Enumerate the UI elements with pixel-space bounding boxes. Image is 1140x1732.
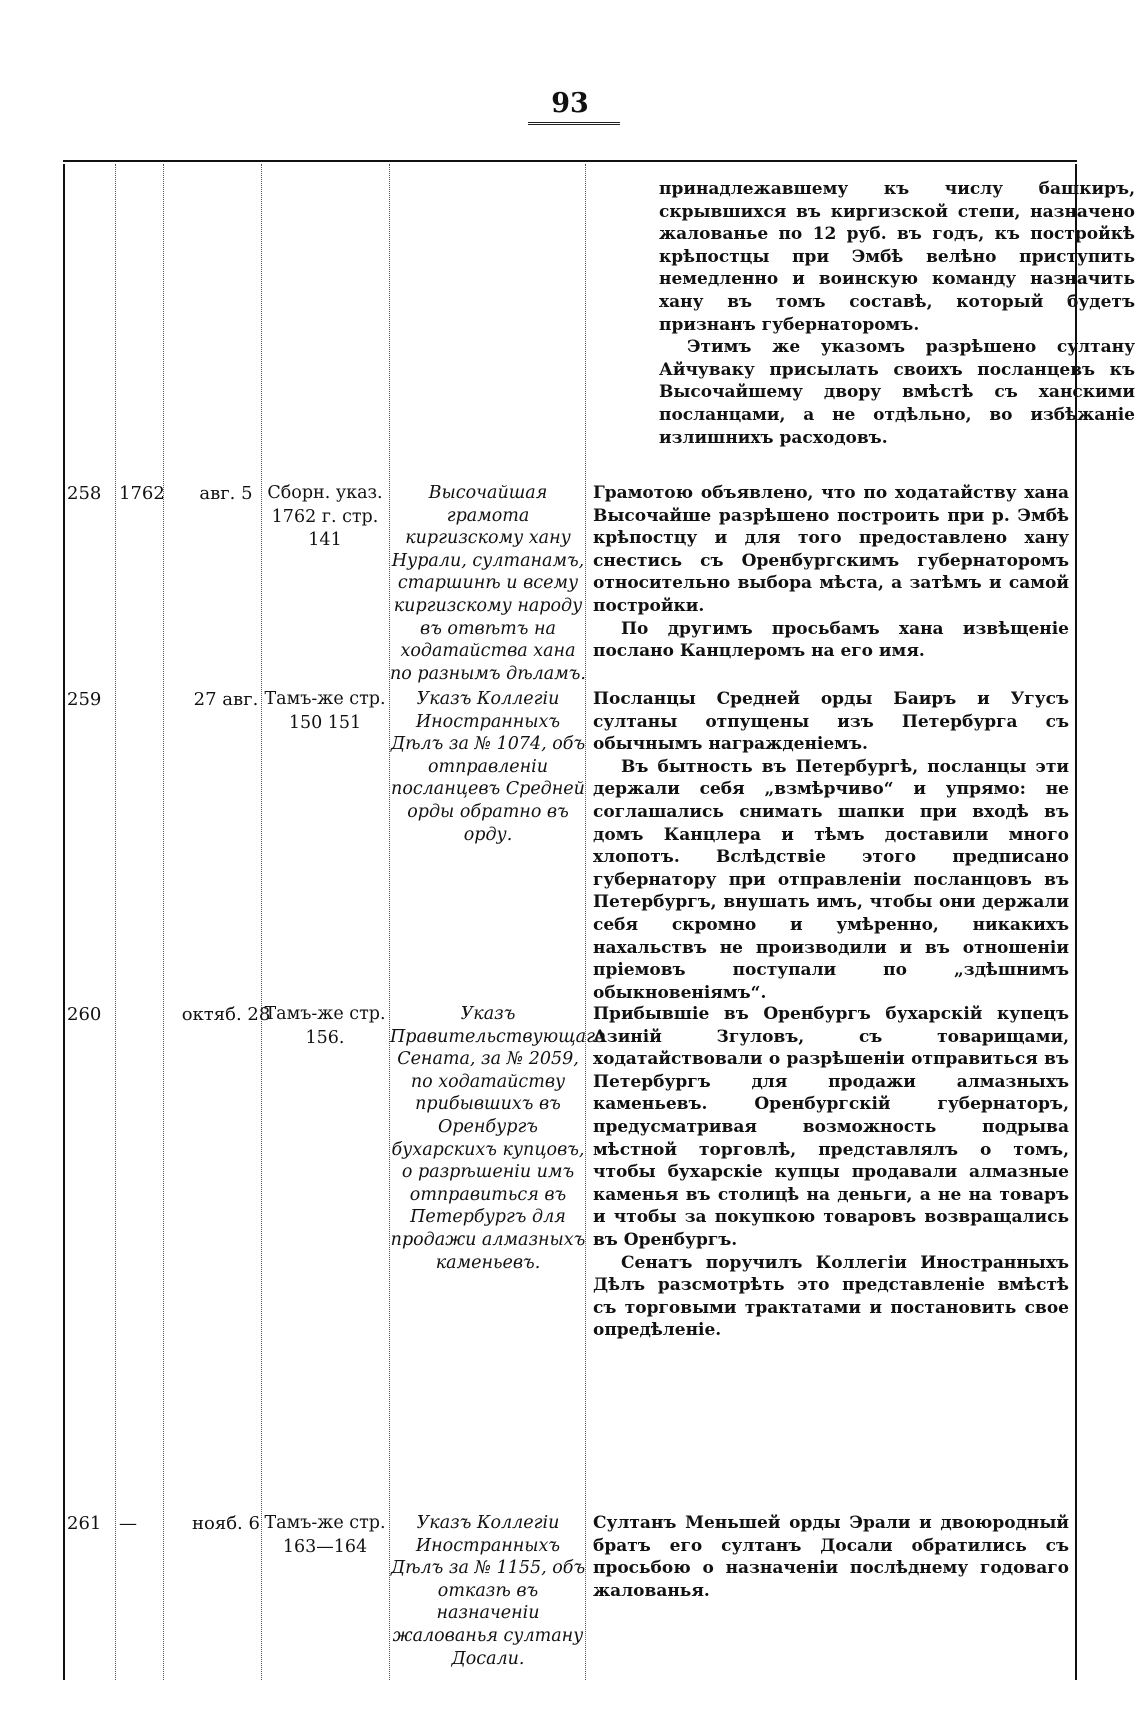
continuation-text [659,178,1135,449]
column-divider-year [115,164,116,1680]
content-paragraph: Посланцы Средней орды Баиръ и Угусъ султаны отпущены изъ Петербурга съ обычнымъ награжденіемъ. [593,689,1069,755]
entry-year: 1762 [119,483,165,504]
column-divider-title [389,164,390,1680]
entry-content [593,1003,1069,1342]
entry-content [593,688,1069,1004]
column-divider-date [163,164,164,1680]
page-number: 93 [551,88,589,119]
entry-source: Сборн. указ. 1762 г. стр. 141 [267,483,383,550]
page-number-underline [528,122,620,125]
entry-source: Тамъ-же стр. 150 151 [264,689,386,733]
entry-number: 261 [67,1513,102,1534]
entry-date: октяб. 28 [181,1004,271,1025]
table-left-border [63,164,65,1680]
entry-title: Указъ Правительствующаго Сената, за № 2059, по ходатайству прибывшихъ въ Оренбургъ бухарскихъ купцовъ, о разрѣшеніи имъ отправиться въ Петербургъ для продажи алмазныхъ каменьевъ. [390,1004,606,1273]
entry-source: Тамъ-же стр. 156. [264,1004,386,1048]
content-paragraph: Въ бытность въ Петербургѣ, посланцы эти держали себя „взмѣрчиво“ и упрямо: не соглашались снимать шапки при входѣ въ домъ Канцлера и тѣмъ доставили много хлопотъ. Вслѣдствіе этого предписано губернатору при отправленіи посланцовъ въ Петербургъ, внушать имъ, чтобы они держали себя скромно и умѣренно, никакихъ нахальствъ не производили и въ отношеніи пріемовъ поступали по „здѣшнимъ обыкновеніямъ“. [593,756,1069,1003]
entry-content [593,1512,1069,1602]
entry-number: 260 [67,1004,102,1025]
content-paragraph: Прибывшіе въ Оренбургъ бухарскій купецъ Азиній Згуловъ, съ товарищами, ходатайствовали о разрѣшеніи отправиться въ Петербургъ для продажи алмазныхъ каменьевъ. Оренбургскій губернаторъ, предусматривая возможность подрыва мѣстной торговлѣ, представлялъ о томъ, чтобы бухарскіе купцы продавали алмазные каменья въ столицѣ на деньги, а не на товаръ и чтобы за покупкою товаровъ возвращались въ Оренбургъ. [593,1004,1069,1250]
table-top-rule [63,160,1077,162]
continuation-paragraph: принадлежавшему къ числу башкиръ, скрывшихся въ киргизской степи, назначено жалованье по 12 руб. въ годъ, къ постройкѣ крѣпостцы при Эмбѣ велѣно приступить немедленно и воинскую команду назначить хану въ томъ составѣ, который будетъ признанъ губернаторомъ. [659,179,1135,335]
entry-year: — [119,1513,137,1534]
entry-number: 258 [67,483,102,504]
content-paragraph: По другимъ просьбамъ хана извѣщеніе послано Канцлеромъ на его имя. [593,618,1069,662]
entry-date: авг. 5 [199,483,253,504]
entry-source: Тамъ-же стр. 163—164 [264,1513,386,1557]
entry-number: 259 [67,689,102,710]
content-paragraph: Грамотою объявлено, что по ходатайству хана Высочайше разрѣшено построить при р. Эмбѣ крѣпостцу и для того предоставлено хану снестись съ Оренбургскимъ губернаторомъ относительно выбора мѣста, а затѣмъ и самой постройки. [593,483,1069,616]
content-paragraph: Сенатъ поручилъ Коллегіи Иностранныхъ Дѣлъ разсмотрѣть это представленіе вмѣстѣ съ торговыми трактатами и постановить свое опредѣленіе. [593,1252,1069,1341]
column-divider-source [261,164,262,1680]
entry-date: 27 авг. [193,689,259,710]
continuation-paragraph: Этимъ же указомъ разрѣшено султану Айчуваку присылать своихъ посланцевъ къ Высочайшему двору вмѣстѣ съ ханскими посланцами, а не отдѣльно, во избѣжаніе излишнихъ расходовъ. [659,337,1135,448]
chronicle-table [63,160,1135,1680]
entry-title: Высочайшая грамота киргизскому хану Нурали, султанамъ, старшинѣ и всему киргизскому народу въ отвѣтъ на ходатайства хана по разнымъ дѣламъ. [390,483,586,684]
entry-content [593,482,1069,663]
entry-date: нояб. 6 [192,1513,260,1534]
column-divider-content [585,164,586,1680]
entry-title: Указъ Коллегіи Иностранныхъ Дѣлъ за № 1155, объ отказѣ въ назначеніи жалованья султану Досали. [390,1513,586,1669]
entry-title: Указъ Коллегіи Иностранныхъ Дѣлъ за № 1074, объ отправленіи посланцевъ Средней орды обратно въ орду. [390,689,586,845]
content-paragraph: Султанъ Меньшей орды Эрали и двоюродный братъ его султанъ Досали обратились съ просьбою о назначеніи послѣднему годоваго жалованья. [593,1513,1069,1601]
